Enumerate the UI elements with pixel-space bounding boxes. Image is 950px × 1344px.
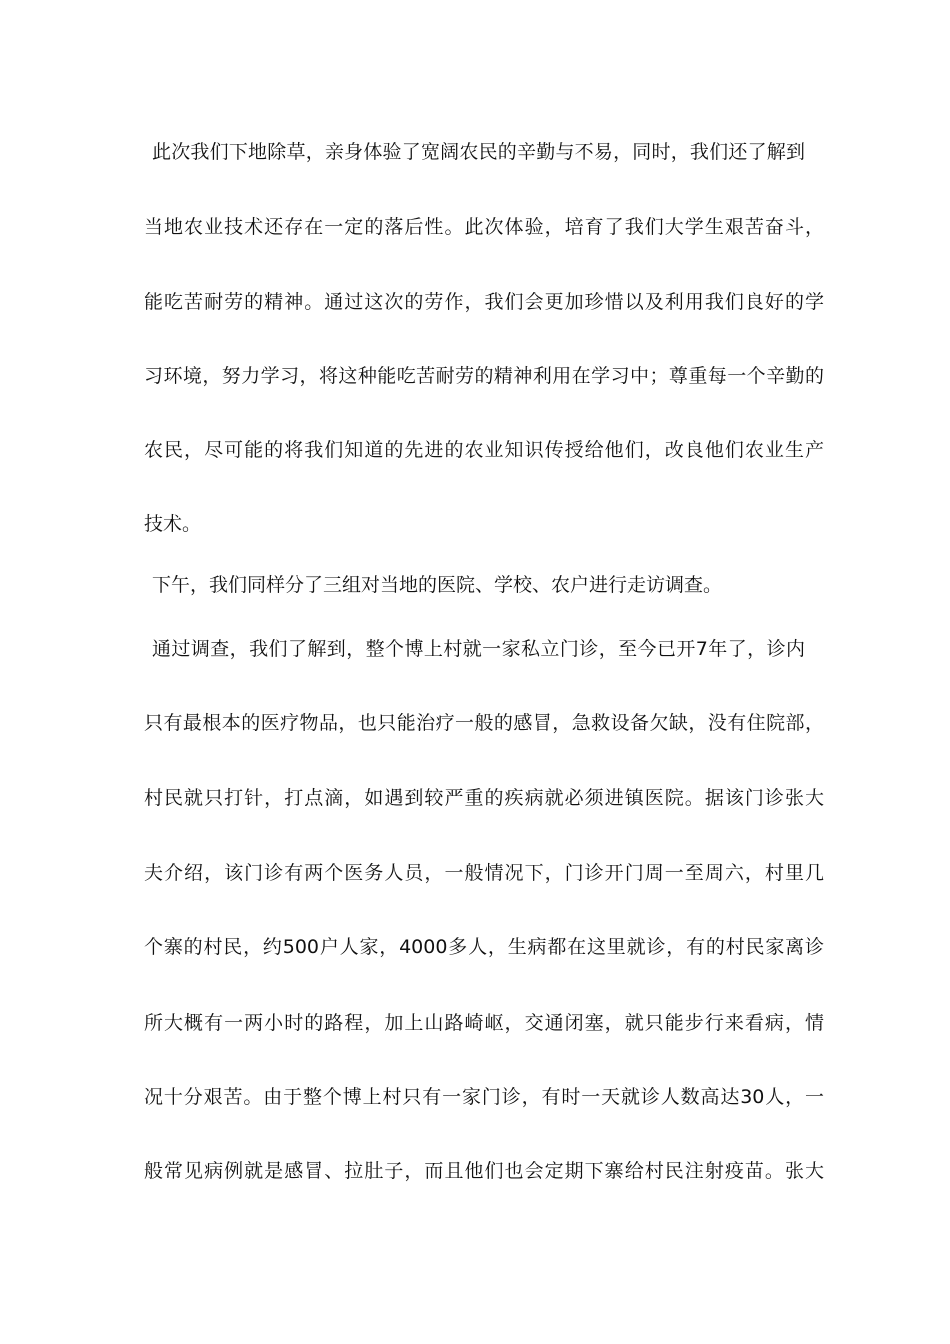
paragraph-3-line-2: 只有最根本的医疗物品，也只能治疗一般的感冒，急救设备欠缺，没有住院部，	[144, 712, 824, 734]
paragraph-3-line-3: 村民就只打针，打点滴，如遇到较严重的疾病就必须进镇医院。据该门诊张大	[144, 787, 824, 809]
paragraph-1-line-2: 当地农业技术还存在一定的落后性。此次体验，培育了我们大学生艰苦奋斗，	[144, 216, 824, 238]
paragraph-1-line-5: 农民，尽可能的将我们知道的先进的农业知识传授给他们，改良他们农业生产	[144, 439, 824, 461]
paragraph-1-line-4: 习环境，努力学习，将这种能吃苦耐劳的精神利用在学习中；尊重每一个辛勤的	[144, 365, 824, 387]
paragraph-3-line-6: 所大概有一两小时的路程，加上山路崎岖，交通闭塞，就只能步行来看病，情	[144, 1012, 824, 1034]
paragraph-3-line-4: 夫介绍，该门诊有两个医务人员，一般情况下，门诊开门周一至周六，村里几	[144, 862, 824, 884]
paragraph-2-line-1: 下午，我们同样分了三组对当地的医院、学校、农户进行走访调查。	[152, 574, 723, 596]
paragraph-3-line-8: 般常见病例就是感冒、拉肚子，而且他们也会定期下寨给村民注射疫苗。张大	[144, 1160, 824, 1182]
paragraph-3-line-5: 个寨的村民，约500户人家，4000多人，生病都在这里就诊，有的村民家离诊	[144, 936, 824, 958]
paragraph-1-line-1: 此次我们下地除草，亲身体验了宽阔农民的辛勤与不易，同时，我们还了解到	[152, 141, 805, 163]
paragraph-1-line-6: 技术。	[144, 513, 202, 535]
paragraph-1-line-3: 能吃苦耐劳的精神。通过这次的劳作，我们会更加珍惜以及利用我们良好的学	[144, 291, 824, 313]
paragraph-3-line-1: 通过调查，我们了解到，整个博上村就一家私立门诊，至今已开7年了，诊内	[152, 638, 805, 660]
paragraph-3-line-7: 况十分艰苦。由于整个博上村只有一家门诊，有时一天就诊人数高达30人，一	[144, 1086, 824, 1108]
